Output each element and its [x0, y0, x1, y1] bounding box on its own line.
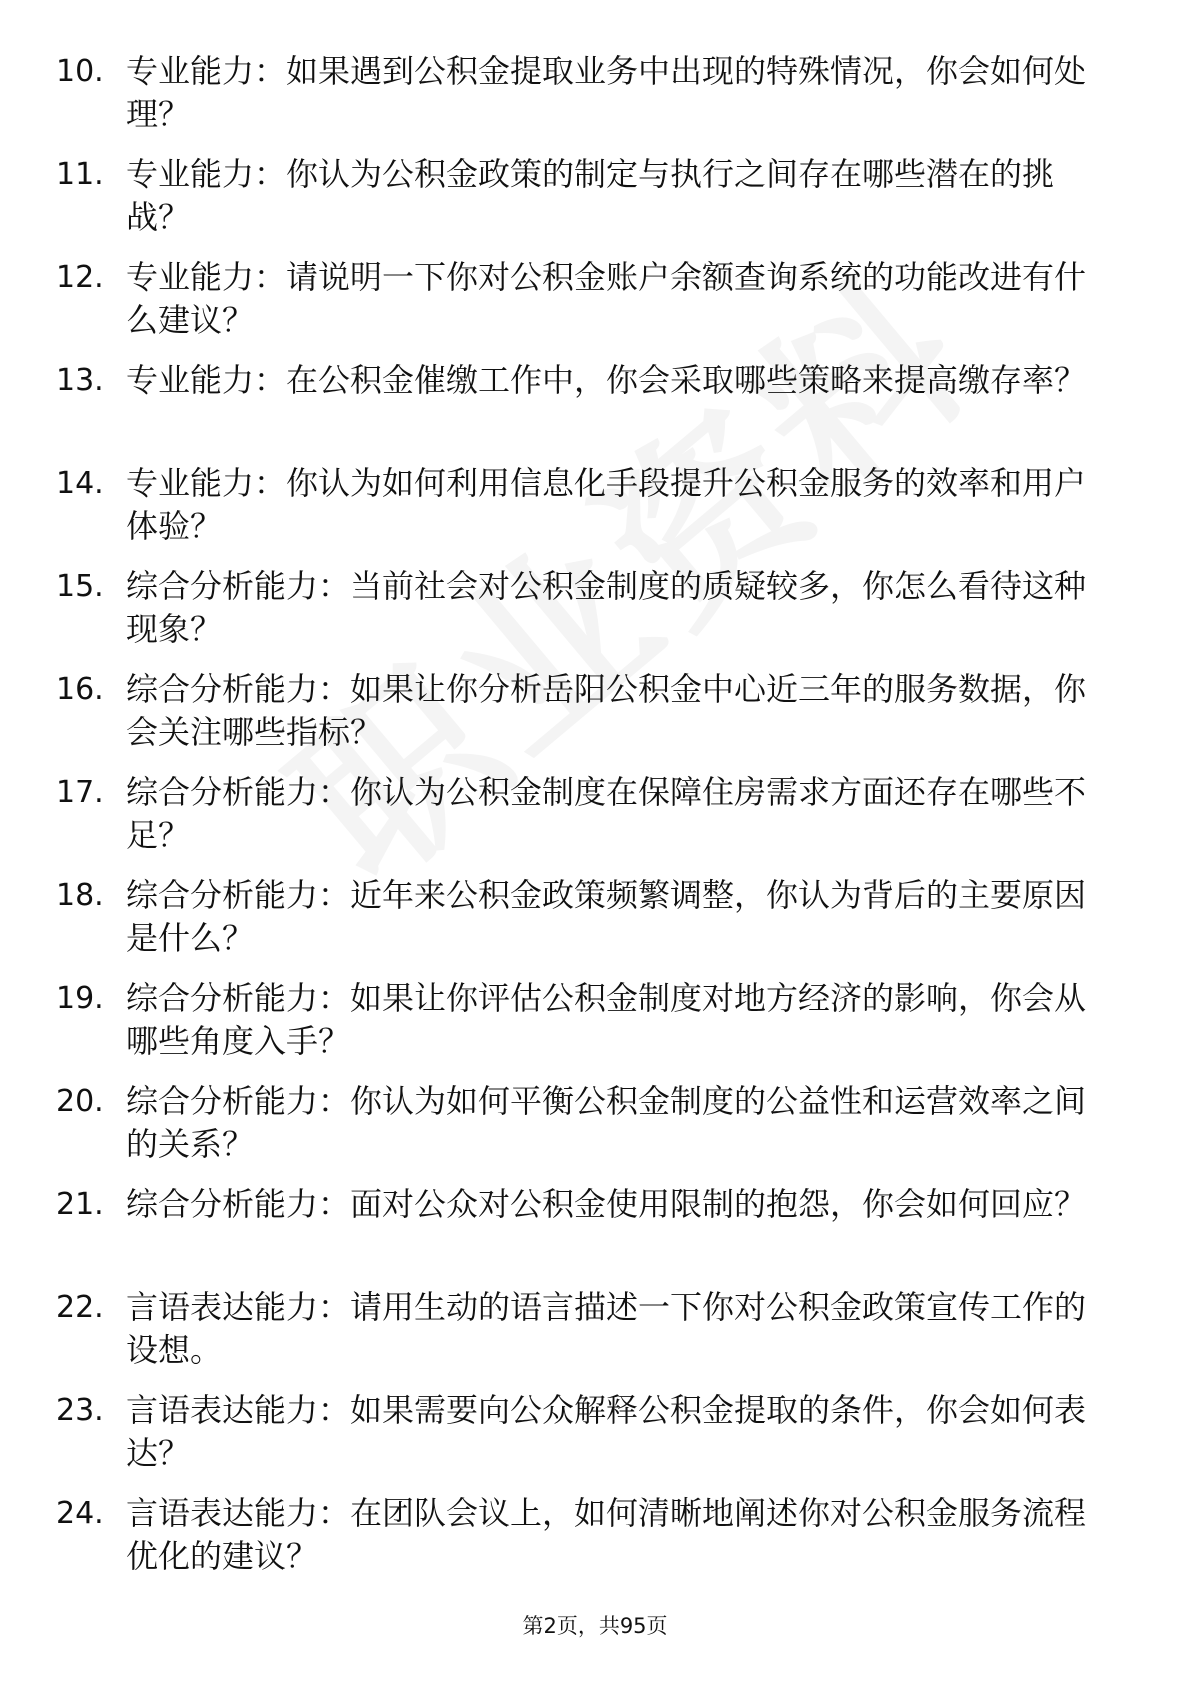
question-number: 18.	[56, 878, 104, 913]
question-item	[56, 1389, 1106, 1492]
question-item	[56, 256, 1106, 359]
question-item	[56, 153, 1106, 256]
question-text: 综合分析能力：你认为如何平衡公积金制度的公益性和运营效率之间的关系？	[126, 1082, 1087, 1163]
question-number: 21.	[56, 1187, 104, 1222]
question-text: 专业能力：如果遇到公积金提取业务中出现的特殊情况，你会如何处理？	[126, 52, 1087, 133]
question-item	[56, 359, 1106, 462]
question-number: 12.	[56, 260, 104, 295]
question-number: 13.	[56, 363, 104, 398]
question-text: 综合分析能力：当前社会对公积金制度的质疑较多，你怎么看待这种现象？	[126, 567, 1087, 648]
question-number: 20.	[56, 1084, 104, 1119]
question-number: 15.	[56, 569, 104, 604]
question-text: 专业能力：在公积金催缴工作中，你会采取哪些策略来提高缴存率？	[126, 361, 1087, 399]
question-item	[56, 668, 1106, 771]
question-text: 综合分析能力：面对公众对公积金使用限制的抱怨，你会如何回应？	[126, 1185, 1087, 1223]
question-text: 言语表达能力：请用生动的语言描述一下你对公积金政策宣传工作的设想。	[126, 1288, 1087, 1369]
question-text: 综合分析能力：如果让你分析岳阳公积金中心近三年的服务数据，你会关注哪些指标？	[126, 670, 1087, 751]
question-item	[56, 50, 1106, 153]
question-item	[56, 771, 1106, 874]
question-item	[56, 462, 1106, 565]
question-item	[56, 1492, 1106, 1595]
question-text: 言语表达能力：如果需要向公众解释公积金提取的条件，你会如何表达？	[126, 1391, 1087, 1472]
question-text: 专业能力：请说明一下你对公积金账户余额查询系统的功能改进有什么建议？	[126, 258, 1087, 339]
question-item	[56, 1183, 1106, 1286]
question-number: 22.	[56, 1290, 104, 1325]
question-number: 19.	[56, 981, 104, 1016]
question-item	[56, 565, 1106, 668]
question-text: 专业能力：你认为如何利用信息化手段提升公积金服务的效率和用户体验？	[126, 464, 1087, 545]
question-item	[56, 1286, 1106, 1389]
question-number: 10.	[56, 54, 104, 89]
question-text: 综合分析能力：如果让你评估公积金制度对地方经济的影响，你会从哪些角度入手？	[126, 979, 1087, 1060]
page-footer: 第2页，共95页	[522, 1614, 668, 1638]
question-number: 14.	[56, 466, 104, 501]
question-item	[56, 874, 1106, 977]
question-number: 23.	[56, 1393, 104, 1428]
question-number: 17.	[56, 775, 104, 810]
question-list	[56, 50, 1106, 1595]
question-text: 专业能力：你认为公积金政策的制定与执行之间存在哪些潜在的挑战？	[126, 155, 1055, 236]
question-item	[56, 977, 1106, 1080]
question-text: 综合分析能力：你认为公积金制度在保障住房需求方面还存在哪些不足？	[126, 773, 1087, 854]
question-number: 24.	[56, 1496, 104, 1531]
question-number: 11.	[56, 157, 104, 192]
question-text: 言语表达能力：在团队会议上，如何清晰地阐述你对公积金服务流程优化的建议？	[126, 1494, 1087, 1575]
question-item	[56, 1080, 1106, 1183]
question-number: 16.	[56, 672, 104, 707]
question-text: 综合分析能力：近年来公积金政策频繁调整，你认为背后的主要原因是什么？	[126, 876, 1087, 957]
